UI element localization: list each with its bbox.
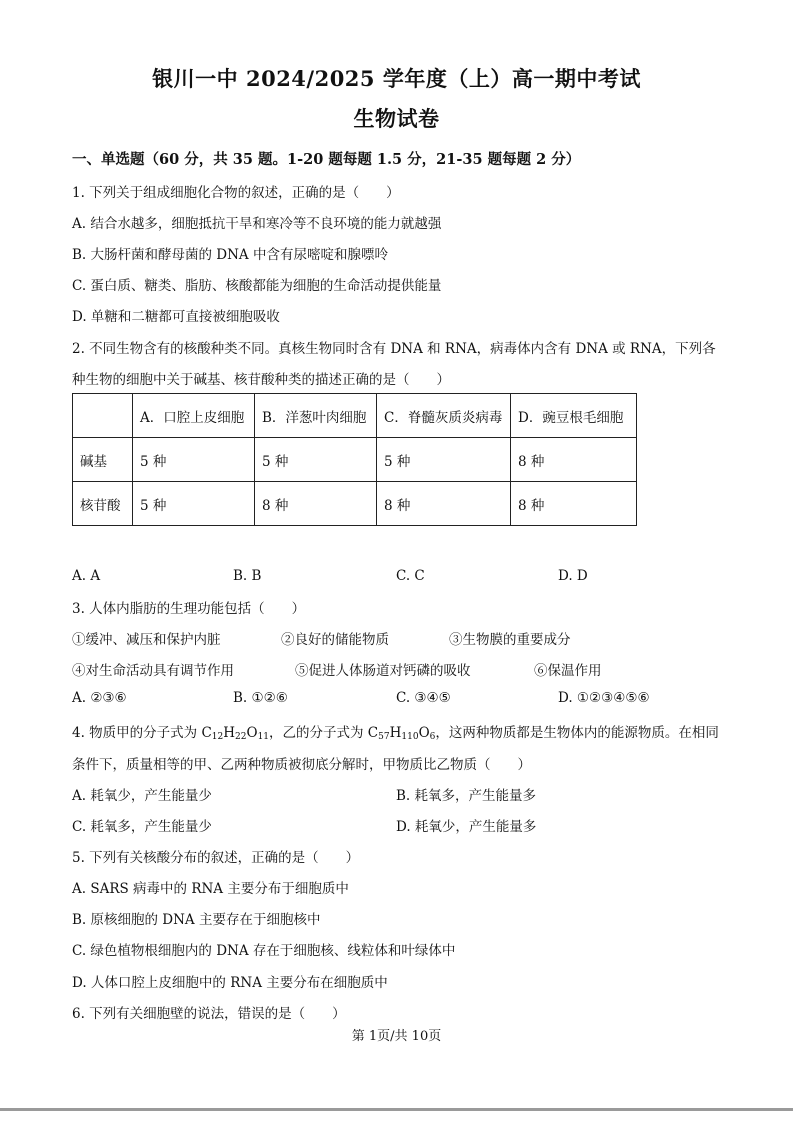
table-cell: 8 种	[511, 482, 637, 526]
formula-subscript: 12	[211, 732, 224, 742]
table-header-cell: C．脊髓灰质炎病毒	[377, 394, 511, 438]
table-header-cell: A．口腔上皮细胞	[133, 394, 255, 438]
q4-stem-mid: ，乙的分子式为 C	[269, 725, 379, 741]
table-cell: 碱基	[73, 438, 133, 482]
exam-title: 银川一中 2024/2025 学年度（上）高一期中考试	[152, 66, 641, 91]
table-cell: 5 种	[133, 438, 255, 482]
q3-item: ②良好的储能物质	[281, 632, 389, 648]
q4-option-c: C. 耗氧多，产生能量少	[72, 819, 212, 835]
q4-option-a: A. 耗氧少，产生能量少	[72, 788, 212, 804]
q2-stem-line2: 种生物的细胞中关于碱基、核苷酸种类的描述正确的是（ ）	[72, 372, 450, 388]
table-header-cell	[73, 394, 133, 438]
q4-option-b: B. 耗氧多，产生能量多	[396, 788, 537, 804]
q4-stem-suffix: ，这两种物质都是生物体内的能源物质。在相同	[435, 725, 719, 741]
q4-stem-prefix: 4. 物质甲的分子式为 C	[72, 725, 212, 741]
formula-subscript: 110	[401, 732, 419, 742]
exam-subtitle: 生物试卷	[353, 106, 440, 131]
formula-element: H	[389, 725, 402, 741]
q1-option-c: C. 蛋白质、糖类、脂肪、核酸都能为细胞的生命活动提供能量	[72, 278, 442, 294]
table-row	[73, 438, 637, 482]
formula-subscript: 57	[378, 732, 390, 742]
q3-item: ⑤促进人体肠道对钙磷的吸收	[295, 663, 471, 679]
formula-subscript: 11	[257, 732, 270, 742]
table-cell: 8 种	[511, 438, 637, 482]
q4-option-d: D. 耗氧少，产生能量多	[396, 819, 537, 835]
q3-stem: 3. 人体内脂肪的生理功能包括（ ）	[72, 601, 306, 617]
q1-stem: 1. 下列关于组成细胞化合物的叙述，正确的是（ ）	[72, 185, 400, 201]
q2-option-c: C. C	[396, 568, 425, 584]
q2-option-a: A. A	[72, 568, 101, 584]
q6-stem: 6. 下列有关细胞壁的说法，错误的是（ ）	[72, 1006, 346, 1022]
page-bottom-divider	[0, 1108, 793, 1111]
q3-option-c: C. ③④⑤	[396, 690, 451, 706]
table-cell: 5 种	[377, 438, 511, 482]
table-cell: 5 种	[255, 438, 377, 482]
q2-stem-line1: 2. 不同生物含有的核酸种类不同。真核生物同时含有 DNA 和 RNA，病毒体内含有 DNA 或 RNA，下列各	[72, 341, 716, 357]
table-cell: 5 种	[133, 482, 255, 526]
q3-item: ④对生命活动具有调节作用	[72, 663, 234, 679]
q2-option-d: D. D	[558, 568, 588, 584]
table-cell: 核苷酸	[73, 482, 133, 526]
q1-option-d: D. 单糖和二糖都可直接被细胞吸收	[72, 309, 280, 325]
q1-option-b: B. 大肠杆菌和酵母菌的 DNA 中含有尿嘧啶和腺嘌呤	[72, 247, 388, 263]
table-header-row	[73, 394, 637, 438]
q4-stem-line2: 条件下，质量相等的甲、乙两种物质被彻底分解时，甲物质比乙物质（ ）	[72, 757, 531, 773]
q5-option-b: B. 原核细胞的 DNA 主要存在于细胞核中	[72, 912, 321, 928]
formula-element: H	[223, 725, 236, 741]
q5-option-d: D. 人体口腔上皮细胞中的 RNA 主要分布在细胞质中	[72, 975, 388, 991]
formula-subscript: 6	[429, 732, 436, 742]
formula-element: O	[418, 725, 430, 741]
section-heading: 一、单选题（60 分，共 35 题。1-20 题每题 1.5 分，21-35 题每题 2 分）	[72, 151, 581, 168]
table-cell: 8 种	[255, 482, 377, 526]
formula-element: O	[246, 725, 258, 741]
q5-option-a: A. SARS 病毒中的 RNA 主要分布于细胞质中	[72, 881, 349, 897]
q1-option-a: A. 结合水越多，细胞抵抗干旱和寒冷等不良环境的能力就越强	[72, 216, 442, 232]
q3-item: ⑥保温作用	[534, 663, 602, 679]
table-row	[73, 482, 637, 526]
table-header-cell: B．洋葱叶肉细胞	[255, 394, 377, 438]
q3-option-d: D. ①②③④⑤⑥	[558, 690, 650, 706]
q2-option-b: B. B	[233, 568, 262, 584]
q3-item: ③生物膜的重要成分	[449, 632, 571, 648]
table-cell: 8 种	[377, 482, 511, 526]
q5-option-c: C. 绿色植物根细胞内的 DNA 存在于细胞核、线粒体和叶绿体中	[72, 943, 456, 959]
q3-option-a: A. ②③⑥	[72, 690, 127, 706]
q2-table	[72, 393, 637, 526]
formula-subscript: 22	[235, 732, 247, 742]
page-number: 第 1页/共 10页	[351, 1029, 442, 1044]
q4-stem-line1	[72, 721, 719, 741]
table-header-cell: D．豌豆根毛细胞	[511, 394, 637, 438]
q5-stem: 5. 下列有关核酸分布的叙述，正确的是（ ）	[72, 850, 360, 866]
q3-option-b: B. ①②⑥	[233, 690, 288, 706]
q3-item: ①缓冲、减压和保护内脏	[72, 632, 221, 648]
